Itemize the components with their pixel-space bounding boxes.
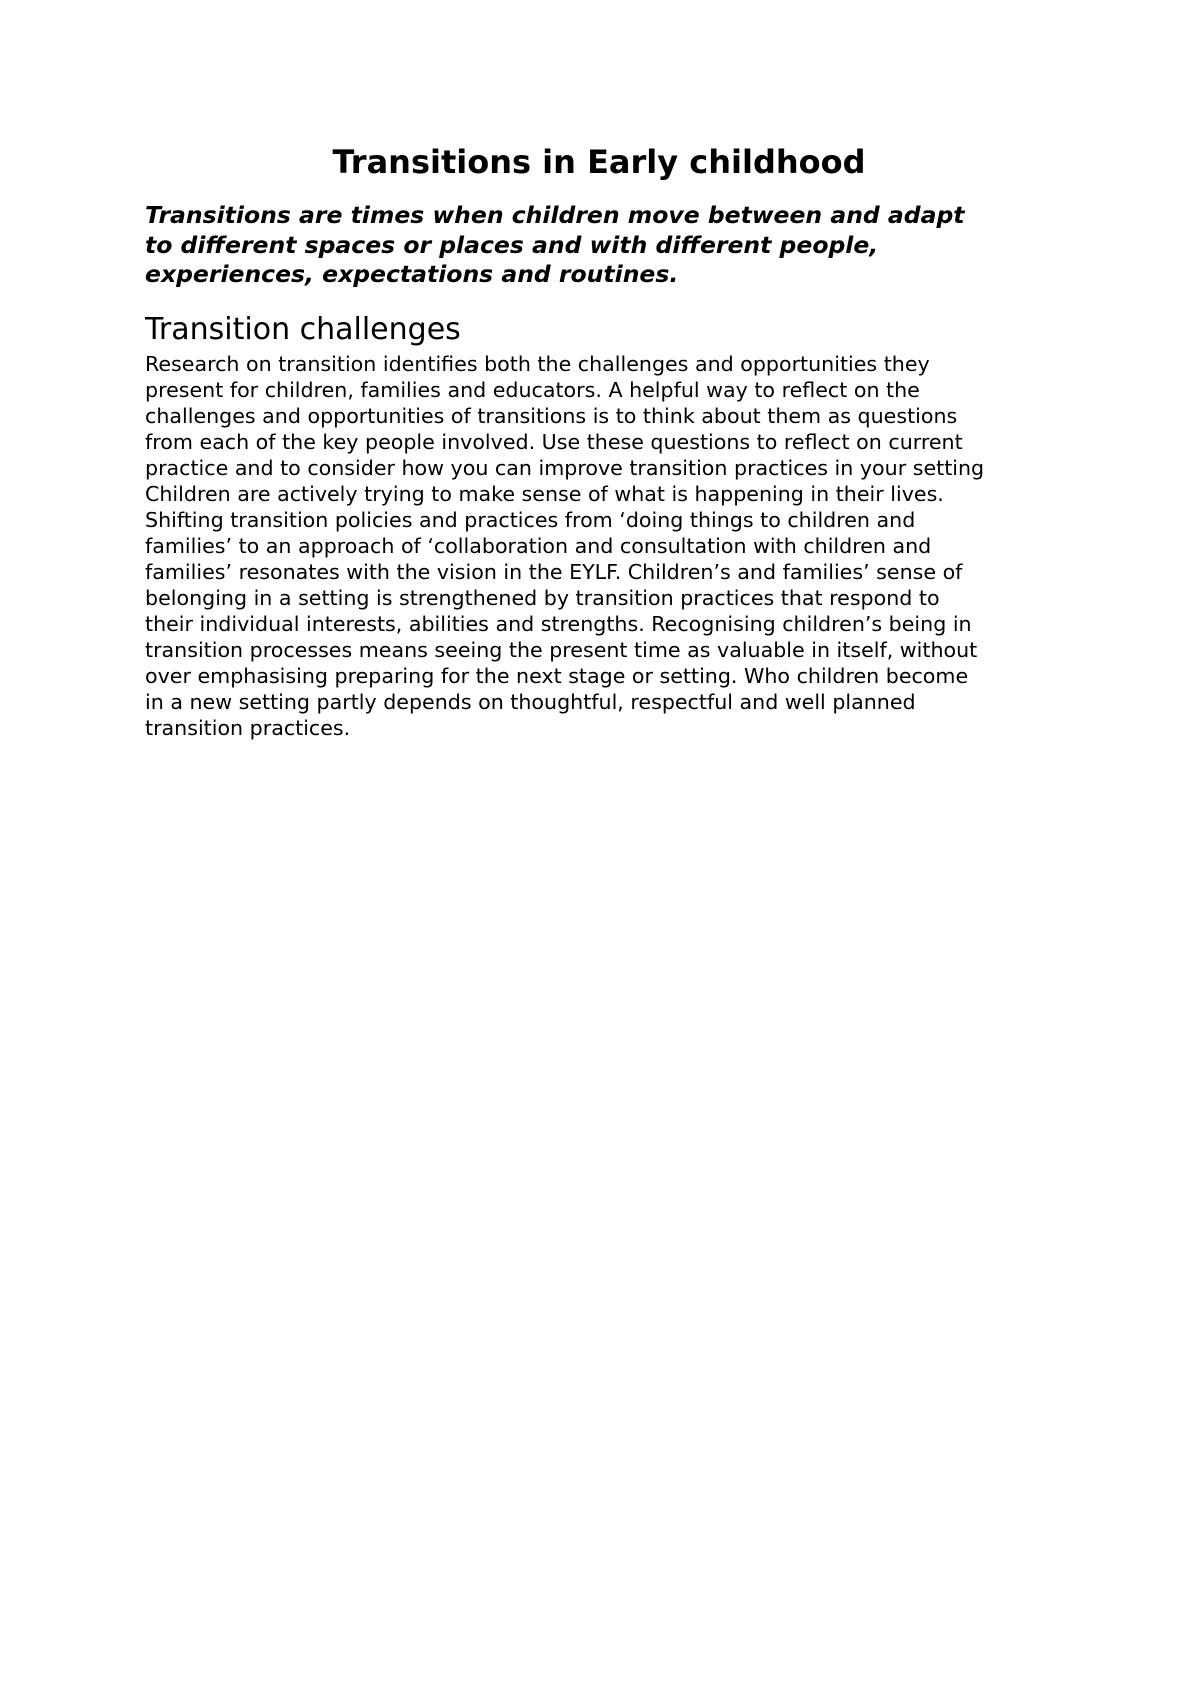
lead-line: Transitions are times when children move between and adapt bbox=[145, 201, 965, 229]
body-line: transition processes means seeing the present time as valuable in itself, without bbox=[145, 638, 978, 662]
body-line: Children are actively trying to make sense of what is happening in their lives. bbox=[145, 482, 944, 506]
body-line: practice and to consider how you can improve transition practices in your setting bbox=[145, 456, 985, 480]
body-line: challenges and opportunities of transitions is to think about them as questions bbox=[145, 404, 958, 428]
body-line: belonging in a setting is strengthened by transition practices that respond to bbox=[145, 586, 940, 610]
lead-line: experiences, expectations and routines. bbox=[145, 260, 679, 288]
body-line: families’ to an approach of ‘collaboration and consultation with children and bbox=[145, 534, 932, 558]
body-line: transition practices. bbox=[145, 716, 351, 740]
body-paragraph bbox=[145, 351, 1060, 741]
document-title: Transitions in Early childhood bbox=[332, 143, 866, 181]
body-line: their individual interests, abilities and strengths. Recognising children’s being in bbox=[145, 612, 972, 636]
body-line: from each of the key people involved. Use these questions to reflect on current bbox=[145, 430, 963, 454]
lead-line: to different spaces or places and with different people, bbox=[145, 230, 879, 259]
section-heading: Transition challenges bbox=[145, 312, 461, 347]
lead-paragraph bbox=[145, 201, 1053, 290]
body-line: in a new setting partly depends on thoughtful, respectful and well planned bbox=[145, 690, 916, 714]
body-line: present for children, families and educators. A helpful way to reflect on the bbox=[145, 378, 920, 402]
body-line: over emphasising preparing for the next stage or setting. Who children become bbox=[145, 664, 969, 688]
body-line: Research on transition identifies both the challenges and opportunities they bbox=[145, 352, 930, 376]
body-line: families’ resonates with the vision in the EYLF. Children’s and families’ sense of bbox=[145, 560, 963, 584]
body-line: Shifting transition policies and practices from ‘doing things to children and bbox=[145, 508, 916, 532]
